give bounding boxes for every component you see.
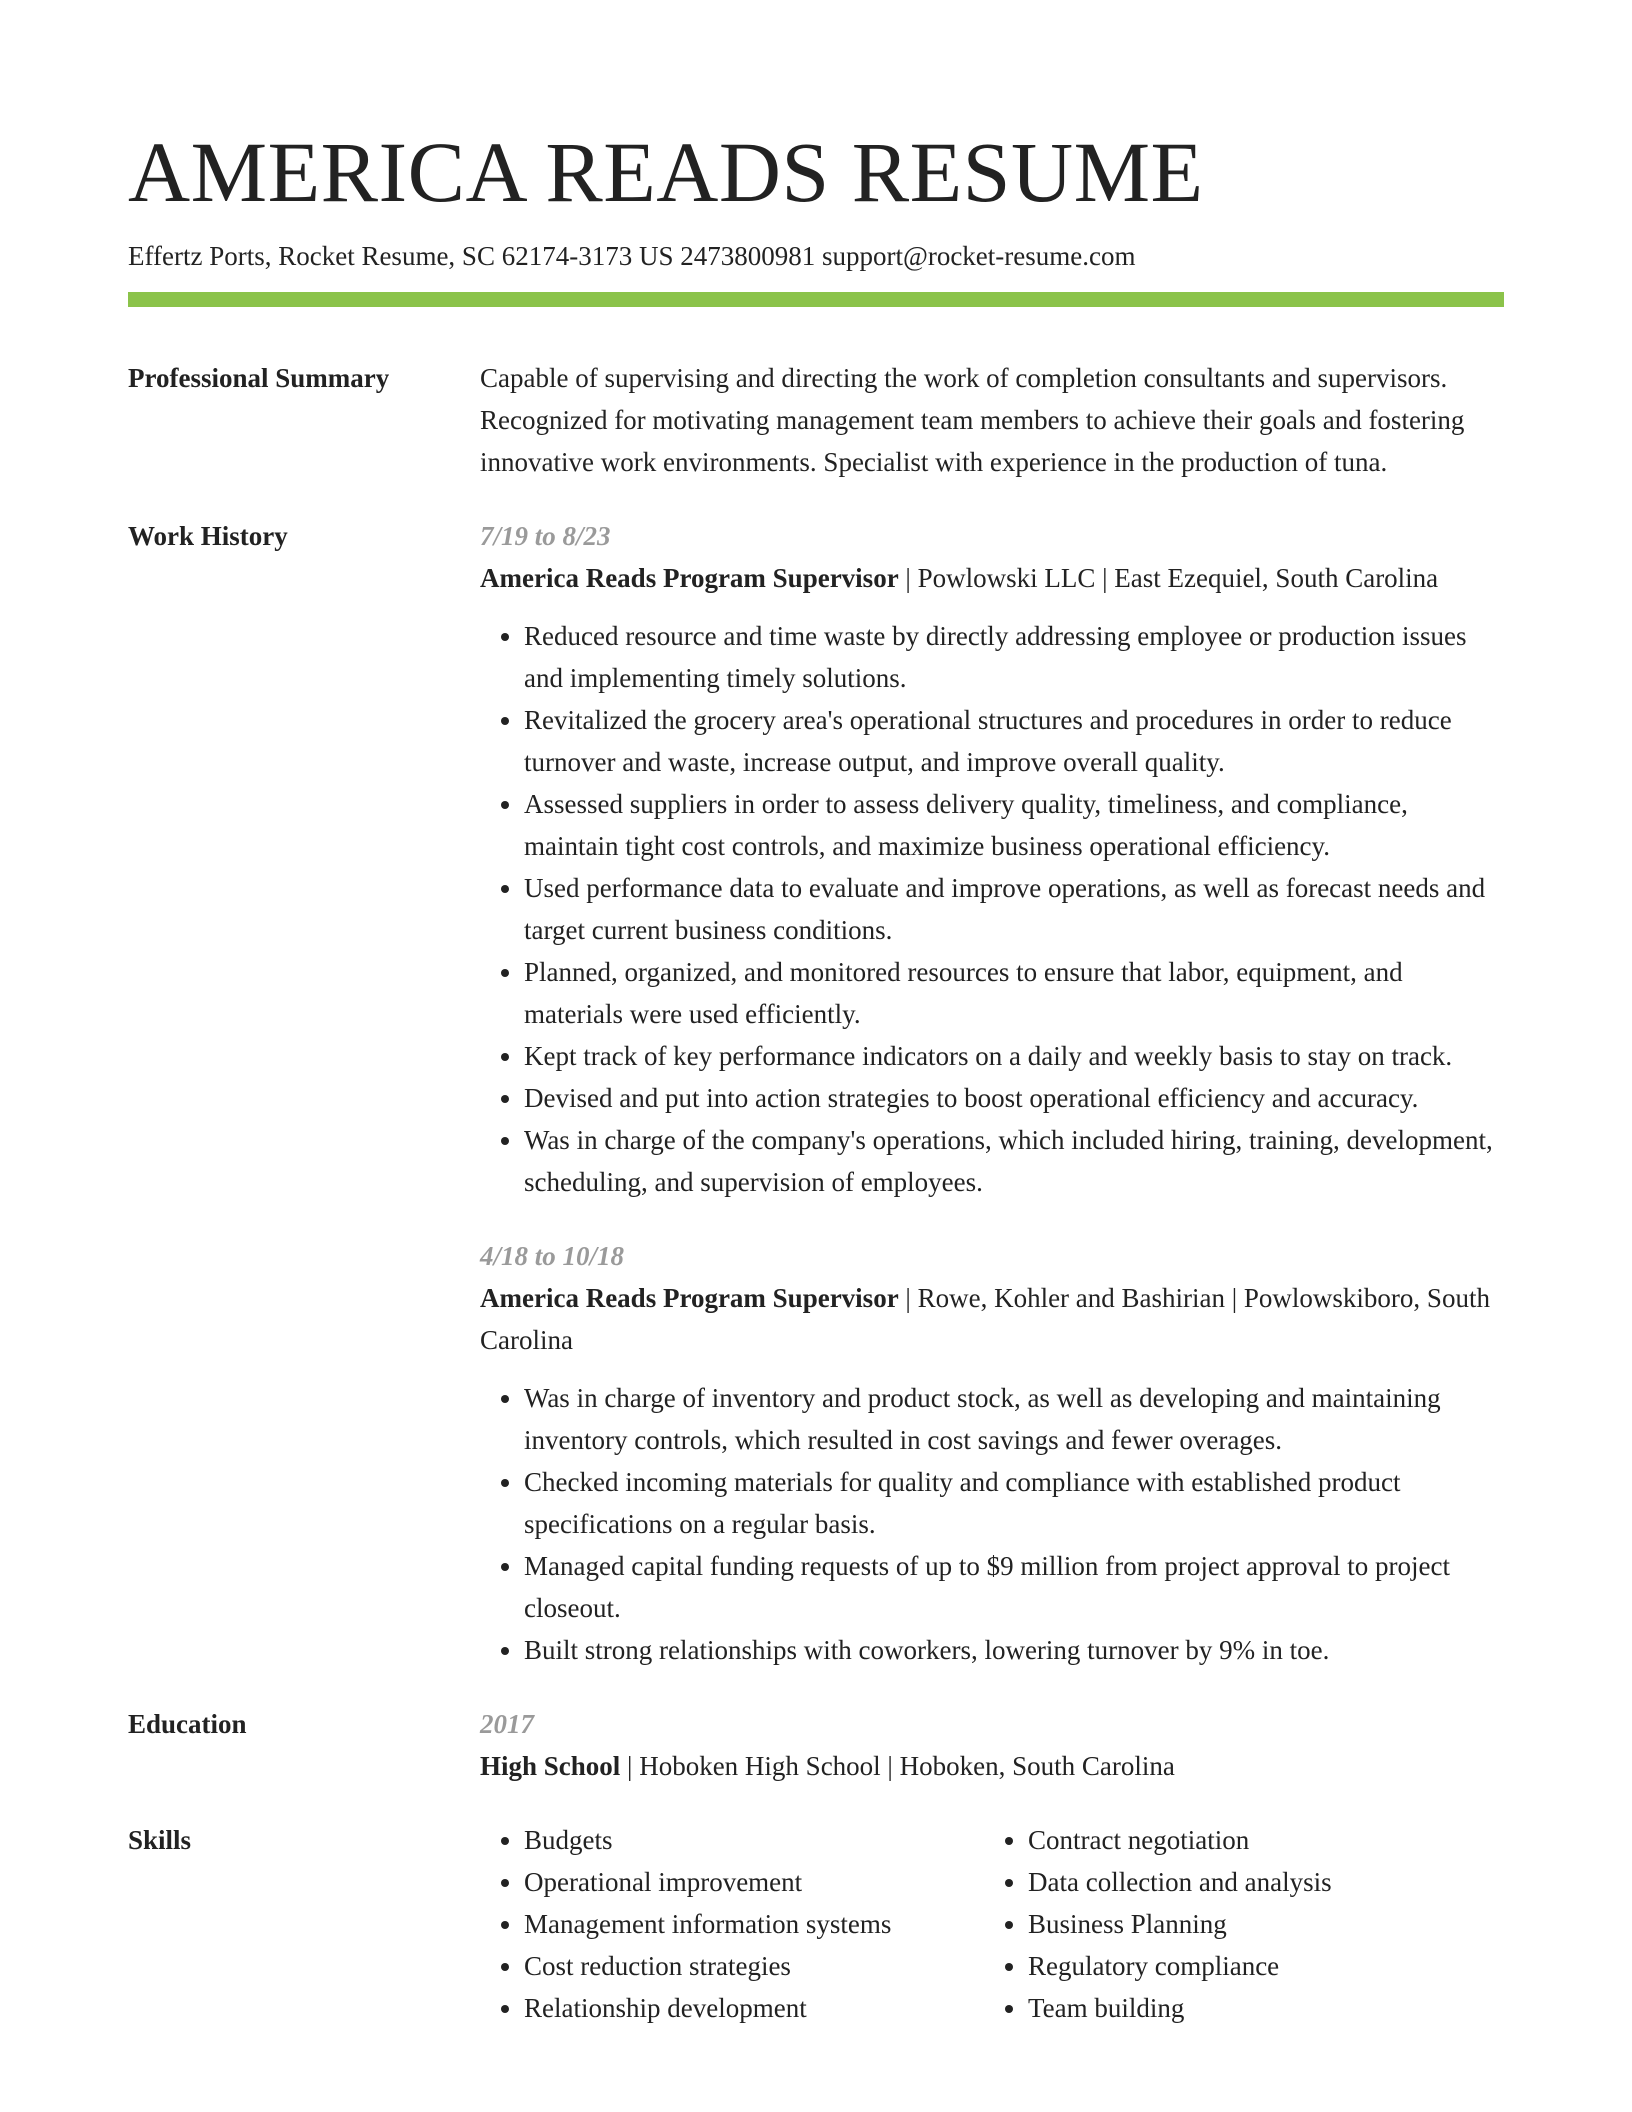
job-bullet: • Devised and put into action strategies to boost operational efficiency and accuracy.: [524, 1077, 1504, 1119]
work-history-section: [128, 515, 1504, 1671]
resume-page: [128, 0, 1504, 2029]
job-bullet: • Planned, organized, and monitored resources to ensure that labor, equipment, and materials were used efficiently.: [524, 951, 1504, 1035]
job-bullet: • Checked incoming materials for quality and compliance with established product specifications on a regular basis.: [524, 1461, 1504, 1545]
professional-summary-section: [128, 357, 1504, 483]
job-bullet-list: [480, 1377, 1504, 1671]
job-bullet: • Reduced resource and time waste by directly addressing employee or production issues and implementing timely solutions.: [524, 615, 1504, 699]
skill-item: • Team building: [1028, 1987, 1332, 2029]
job-title: America Reads Program Supervisor: [480, 563, 899, 593]
skills-grid: [480, 1819, 1504, 2029]
job-employer-location: | Powlowski LLC | East Ezequiel, South Carolina: [898, 563, 1439, 593]
resume-title: AMERICA READS RESUME: [128, 124, 1204, 220]
skill-item: • Regulatory compliance: [1028, 1945, 1332, 1987]
education-line: [480, 1745, 1504, 1787]
section-label-skills: Skills: [128, 1825, 192, 1855]
job-bullet: • Managed capital funding requests of up to $9 million from project approval to project closeout.: [524, 1545, 1504, 1629]
skill-item: • Management information systems: [524, 1903, 984, 1945]
education-year: 2017: [480, 1709, 534, 1739]
job-bullet: • Was in charge of the company's operations, which included hiring, training, development, scheduling, and supervision of employees.: [524, 1119, 1504, 1203]
job-bullet-list: [480, 615, 1504, 1203]
contact-line: Effertz Ports, Rocket Resume, SC 62174-3173 US 2473800981 support@rocket-resume.com: [128, 241, 1136, 271]
job-bullet: • Kept track of key performance indicators on a daily and weekly basis to stay on track.: [524, 1035, 1504, 1077]
job-employer-location: | Rowe, Kohler and Bashirian | Powlowskiboro, South Carolina: [480, 1283, 1490, 1355]
skill-item: • Budgets: [524, 1819, 984, 1861]
education-school-location: | Hoboken High School | Hoboken, South Carolina: [620, 1751, 1175, 1781]
job-entry: [480, 515, 1504, 1203]
job-bullet: • Was in charge of inventory and product stock, as well as developing and maintaining inventory controls, which resulted in cost savings and fewer overages.: [524, 1377, 1504, 1461]
education-section: [128, 1703, 1504, 1787]
job-bullet: • Assessed suppliers in order to assess delivery quality, timeliness, and compliance, maintain tight cost controls, and maximize business operational efficiency.: [524, 783, 1504, 867]
skill-item: • Data collection and analysis: [1028, 1861, 1332, 1903]
job-bullet: • Built strong relationships with coworkers, lowering turnover by 9% in toe.: [524, 1629, 1504, 1671]
skills-column-right: [984, 1819, 1332, 2029]
skill-item: • Relationship development: [524, 1987, 984, 2029]
job-title: America Reads Program Supervisor: [480, 1283, 899, 1313]
job-dates: 7/19 to 8/23: [480, 521, 611, 551]
summary-text: Capable of supervising and directing the work of completion consultants and supervisors. Recognized for motivating management team members to achieve their goals and fostering innovative work environments. Specialist with experience in the production of tuna.: [480, 363, 1465, 477]
job-role-line: [480, 1277, 1504, 1361]
skills-section: [128, 1819, 1504, 2029]
job-entry: [480, 1235, 1504, 1671]
skills-column-left: [480, 1819, 984, 2029]
skill-item: • Operational improvement: [524, 1861, 984, 1903]
job-bullet: • Used performance data to evaluate and improve operations, as well as forecast needs and target current business conditions.: [524, 867, 1504, 951]
skill-item: • Business Planning: [1028, 1903, 1332, 1945]
job-bullet: • Revitalized the grocery area's operational structures and procedures in order to reduce turnover and waste, increase output, and improve overall quality.: [524, 699, 1504, 783]
skills-body: [480, 1819, 1504, 2029]
job-dates: 4/18 to 10/18: [480, 1241, 625, 1271]
skill-item: • Contract negotiation: [1028, 1819, 1332, 1861]
section-label-work: Work History: [128, 521, 288, 551]
section-label-summary: Professional Summary: [128, 363, 390, 393]
section-label-education: Education: [128, 1709, 247, 1739]
skill-item: • Cost reduction strategies: [524, 1945, 984, 1987]
education-body: [480, 1703, 1504, 1787]
education-degree: High School: [480, 1751, 621, 1781]
work-history-body: [480, 515, 1504, 1671]
accent-divider: [128, 292, 1504, 307]
job-role-line: [480, 557, 1504, 599]
